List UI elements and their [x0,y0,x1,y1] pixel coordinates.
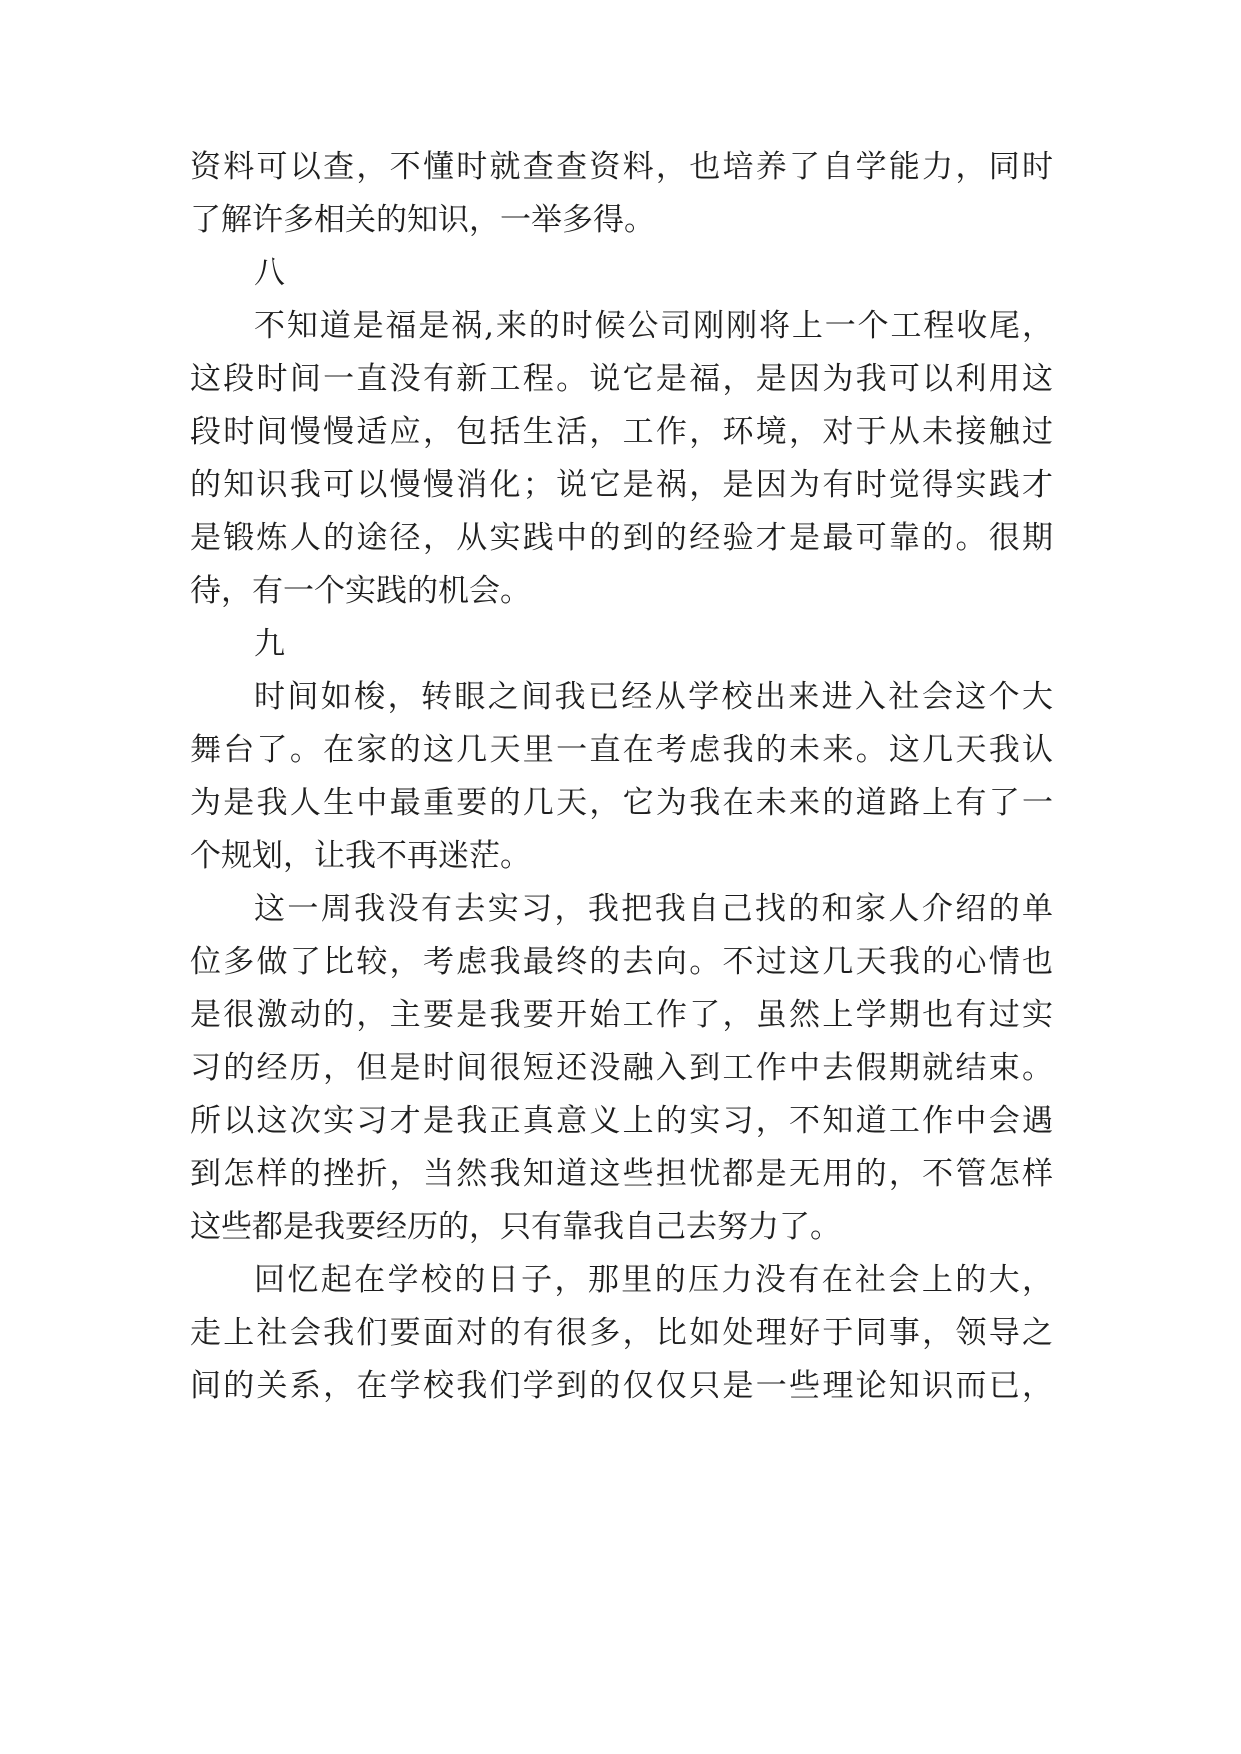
text-line: 舞台了。在家的这几天里一直在考虑我的未来。这几天我认 [190,732,1053,768]
text-line: 这些都是我要经历的，只有靠我自己去努力了。 [190,1209,841,1245]
text-line: 了解许多相关的知识，一举多得。 [190,202,655,238]
text-line: 走上社会我们要面对的有很多，比如处理好于同事，领导之 [190,1315,1053,1351]
text-line: 位多做了比较，考虑我最终的去向。不过这几天我的心情也 [190,944,1053,980]
text-line: 个规划，让我不再迷茫。 [190,838,531,874]
text-line: 这一周我没有去实习，我把我自己找的和家人介绍的单 [254,891,1053,927]
text-line: 为是我人生中最重要的几天，它为我在未来的道路上有了一 [190,785,1053,821]
text-line: 习的经历，但是时间很短还没融入到工作中去假期就结束。 [190,1050,1053,1086]
text-line: 间的关系，在学校我们学到的仅仅只是一些理论知识而已， [190,1368,1053,1404]
text-line: 段时间慢慢适应，包括生活，工作，环境，对于从未接触过 [190,414,1053,450]
text-line: 所以这次实习才是我正真意义上的实习，不知道工作中会遇 [190,1103,1053,1139]
section-number: 八 [254,255,285,291]
text-line: 待，有一个实践的机会。 [190,573,531,609]
text-line: 是锻炼人的途径，从实践中的到的经验才是最可靠的。很期 [190,520,1053,556]
text-line: 的知识我可以慢慢消化；说它是祸，是因为有时觉得实践才 [190,467,1053,503]
text-line: 资料可以查，不懂时就查查资料，也培养了自学能力，同时 [190,149,1053,185]
text-line: 回忆起在学校的日子，那里的压力没有在社会上的大， [254,1262,1053,1298]
section-number: 九 [254,626,285,662]
text-line: 到怎样的挫折，当然我知道这些担忧都是无用的，不管怎样 [190,1156,1053,1192]
text-line: 不知道是福是祸,来的时候公司刚刚将上一个工程收尾， [254,308,1053,344]
text-line: 时间如梭，转眼之间我已经从学校出来进入社会这个大 [254,679,1053,715]
text-line: 是很激动的，主要是我要开始工作了，虽然上学期也有过实 [190,997,1053,1033]
text-line: 这段时间一直没有新工程。说它是福，是因为我可以利用这 [190,361,1053,397]
